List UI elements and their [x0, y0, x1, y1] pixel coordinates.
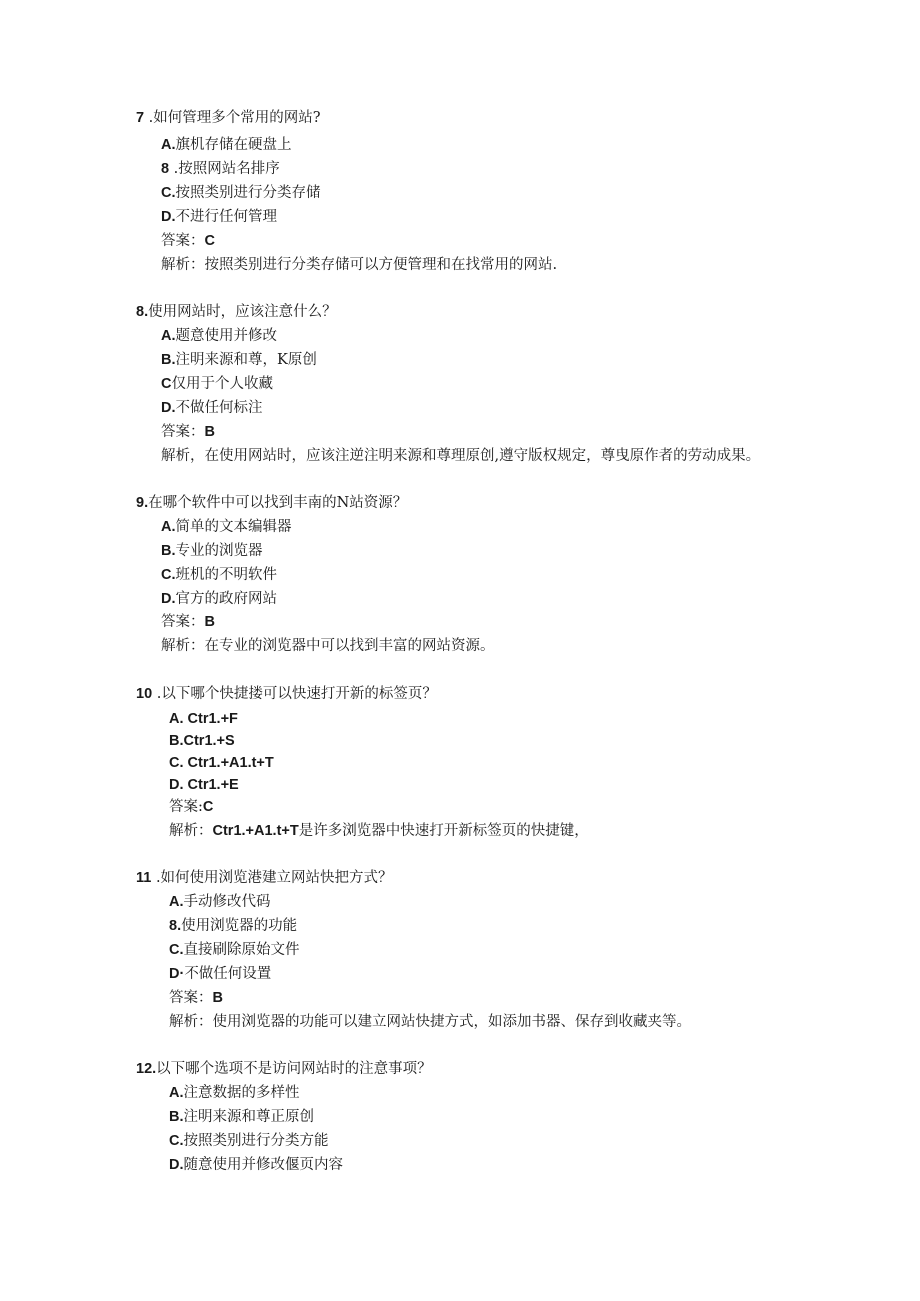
answer [169, 797, 213, 817]
option-text: 官方的政府网站 [175, 591, 277, 607]
answer-label: 答案： [161, 233, 205, 249]
option-b [161, 350, 317, 370]
option-text: 使用浏览器的功能 [181, 918, 298, 934]
question-text: 使用网站时，应该注意什么？ [148, 304, 337, 320]
option-mark: B. [169, 1109, 184, 1125]
analysis-label: 解析： [161, 257, 205, 273]
option-text: 按照类别进行分类存储 [175, 185, 321, 201]
option-b [169, 731, 235, 751]
question-11-title [136, 868, 393, 888]
option-d [169, 964, 271, 984]
option-text: 注明来源和尊，K原创 [175, 352, 317, 368]
analysis [161, 446, 760, 466]
option-text: 旗机存储在硬盘上 [175, 137, 292, 153]
option-text: 按照类别进行分类方能 [183, 1133, 329, 1149]
answer [161, 231, 215, 251]
option-mark: C. [169, 1133, 184, 1149]
option-c [161, 183, 321, 203]
option-mark: C [161, 376, 172, 392]
question-text: .如何管理多个常用的网站? [144, 110, 321, 126]
option-d [161, 207, 277, 227]
option-mark: B. [161, 543, 176, 559]
option-text: 简单的文本编辑器 [175, 519, 292, 535]
question-text: .如何使用浏览港建立网站快把方式？ [151, 870, 393, 886]
option-c [161, 374, 273, 394]
option-text: 随意使用并修改偃页内容 [183, 1157, 343, 1173]
question-10-title [136, 684, 437, 704]
analysis [161, 636, 495, 656]
option-c [169, 940, 300, 960]
option-mark: A. [161, 519, 176, 535]
option-b [161, 541, 263, 561]
option-text: 手动修改代码 [183, 894, 271, 910]
answer-label: 答案： [169, 990, 213, 1006]
option-mark: A. [169, 894, 184, 910]
question-text: 以下哪个选项不是访问网站时的注意事项？ [156, 1061, 432, 1077]
option-c [169, 1131, 329, 1151]
option-mark: A. [169, 1085, 184, 1101]
option-mark: B. [161, 352, 176, 368]
option-mark: A. [161, 328, 176, 344]
answer [169, 988, 223, 1008]
analysis-text: 在使用网站时，应该注逆注明来源和尊理原创,遵守版权规定，尊曳原作者的劳动成果。 [204, 448, 761, 464]
option-mark: C. [169, 942, 184, 958]
option-mark: A. [169, 711, 184, 727]
analysis-label: 解析： [169, 1014, 213, 1030]
question-number: 10 [136, 686, 153, 702]
question-number: 8. [136, 304, 149, 320]
question-number: 11 [136, 870, 152, 886]
option-mark: D. [161, 400, 176, 416]
option-text: 班机的不明软件 [175, 567, 277, 583]
question-8-title [136, 302, 337, 322]
option-a [161, 517, 292, 537]
option-mark: D. [169, 777, 184, 793]
analysis-shortcut: Ctr1.+A1.t+T [212, 823, 299, 839]
option-text: 直接刷除原始文件 [183, 942, 300, 958]
option-text: 注明来源和尊正原创 [183, 1109, 314, 1125]
question-number: 7 [136, 110, 145, 126]
option-a [161, 135, 292, 155]
analysis-text: 是许多浏览器中快速打开新标签页的快捷键， [298, 823, 589, 839]
option-c [161, 565, 277, 585]
analysis [169, 821, 589, 841]
answer-value: B [204, 424, 215, 440]
analysis-text: 在专业的浏览器中可以找到丰富的网站资源。 [204, 638, 495, 654]
option-text: 专业的浏览器 [175, 543, 263, 559]
option-text: 题意使用并修改 [175, 328, 277, 344]
option-mark: 8 [161, 161, 170, 177]
option-a [161, 326, 277, 346]
answer-value: C [202, 799, 214, 815]
option-text: Ctr1.+E [183, 777, 239, 793]
option-mark: A. [161, 137, 176, 153]
question-number: 12. [136, 1061, 157, 1077]
analysis-text: 按照类别进行分类存储可以方便管理和在找常用的网站. [204, 257, 558, 273]
option-mark: 8. [169, 918, 182, 934]
option-mark: C. [161, 567, 176, 583]
question-text: 在哪个软件中可以找到丰南的N站资源？ [148, 495, 408, 511]
option-text: Ctr1.+A1.t+T [183, 755, 274, 771]
option-b [169, 1107, 314, 1127]
answer-value: C [204, 233, 215, 249]
answer-label: 答案： [161, 424, 205, 440]
option-d [161, 398, 263, 418]
option-text: Ctr1.+F [183, 711, 238, 727]
option-text: 注意数据的多样性 [183, 1085, 300, 1101]
option-text: Ctr1.+S [183, 733, 235, 749]
answer-label: 答案： [161, 614, 205, 630]
option-text: 不做任何设置 [184, 966, 272, 982]
option-a [169, 709, 238, 729]
answer-value: B [204, 614, 215, 630]
option-d [161, 589, 277, 609]
answer-value: B [212, 990, 223, 1006]
option-b [169, 916, 297, 936]
option-text: 不进行任何管理 [175, 209, 277, 225]
option-text: 不做任何标注 [175, 400, 263, 416]
option-a [169, 892, 271, 912]
option-d [169, 1155, 343, 1175]
analysis-text: 使用浏览器的功能可以建立网站快捷方式，如添加书器、保存到收藏夹等。 [212, 1014, 691, 1030]
answer-label: 答案: [169, 799, 203, 815]
option-mark: C. [169, 755, 184, 771]
option-mark: D. [161, 591, 176, 607]
analysis-label: 解析， [161, 448, 205, 464]
option-mark: D. [169, 1157, 184, 1173]
option-text: 仅用于个人收藏 [171, 376, 273, 392]
option-text: .按照网站名排序 [169, 161, 280, 177]
analysis [169, 1012, 691, 1032]
option-mark: D. [161, 209, 176, 225]
answer [161, 612, 215, 632]
question-9-title [136, 493, 407, 513]
question-text: .以下哪个快捷搂可以快速打开新的标签页？ [152, 686, 437, 702]
question-7-title [136, 108, 321, 128]
analysis [161, 255, 557, 275]
option-b [161, 159, 280, 179]
answer [161, 422, 215, 442]
question-12-title [136, 1059, 432, 1079]
option-c [169, 753, 274, 773]
option-d [169, 775, 239, 795]
option-mark: D· [169, 966, 185, 982]
question-number: 9. [136, 495, 149, 511]
option-a [169, 1083, 300, 1103]
option-mark: B. [169, 733, 184, 749]
option-mark: C. [161, 185, 176, 201]
analysis-label: 解析： [161, 638, 205, 654]
analysis-label: 解析： [169, 823, 213, 839]
